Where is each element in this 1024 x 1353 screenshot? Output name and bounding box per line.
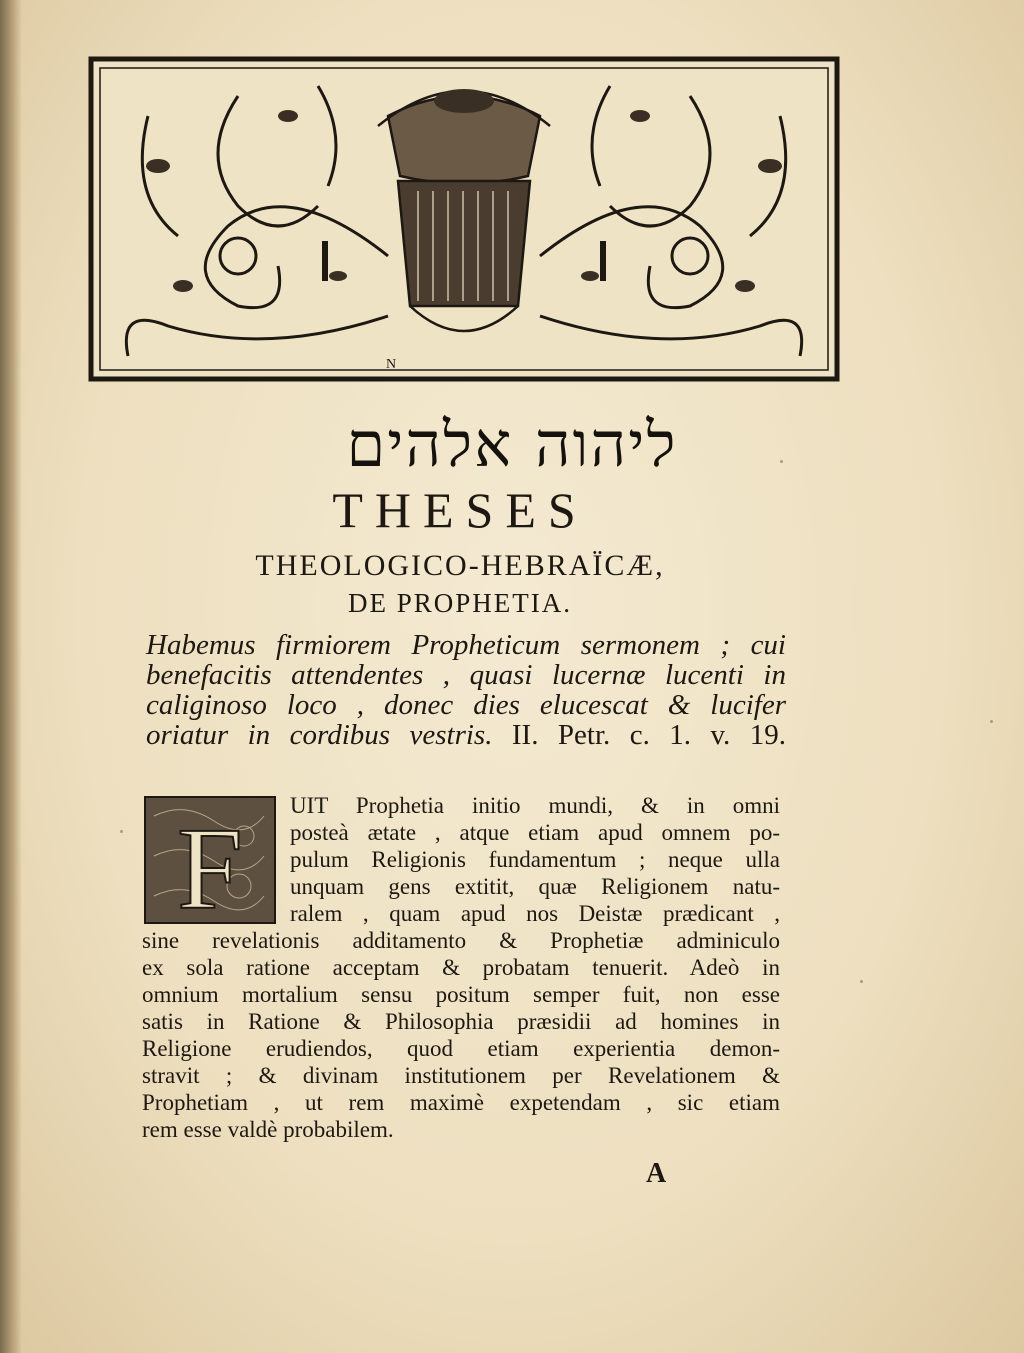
paper-speck <box>120 830 123 833</box>
page-binding-edge <box>0 0 22 1353</box>
epigraph-line: oriatur in cordibus vestris. <box>146 719 493 751</box>
epigraph-line: caliginoso loco , donec dies elucescat & lucifer <box>146 689 786 721</box>
body-line: Religione erudiendos, quod etiam experientia demon- <box>142 1036 780 1061</box>
body-line: sine revelationis additamento & Prophetiæ adminiculo <box>142 928 780 953</box>
body-line: satis in Ratione & Philosophia præsidii ad homines in <box>142 1009 780 1034</box>
body-line: unquam gens extitit, quæ Religionem natu- <box>290 874 780 899</box>
scripture-reference: II. Petr. c. 1. v. 19. <box>511 719 786 751</box>
headpiece-letter: N <box>386 357 397 372</box>
hebrew-inscription: ליהוה אלהים <box>346 408 678 481</box>
body-line: ex sola ratione acceptam & probatam tenuerit. Adeò in <box>142 955 780 980</box>
body-line: Prophetiam , ut rem maximè expetendam , sic etiam <box>142 1090 780 1115</box>
epigraph-line: Habemus firmiorem Propheticum sermonem ; cui <box>146 629 786 661</box>
subtitle-topic: DE PROPHETIA. <box>347 588 572 618</box>
subtitle: THEOLOGICO-HEBRAÏCÆ, <box>255 549 665 582</box>
paper-speck <box>990 720 993 723</box>
body-line: rem esse valdè probabilem. <box>142 1117 394 1142</box>
body-line: ralem , quam apud nos Deistæ prædicant , <box>290 901 780 926</box>
signature-mark: A <box>646 1158 667 1189</box>
epigraph <box>146 630 786 750</box>
ornamental-headpiece <box>88 56 840 382</box>
initial-letter: F <box>177 803 243 924</box>
body-line: stravit ; & divinam institutionem per Revelationem & <box>142 1063 780 1088</box>
page-title: THESES <box>332 482 588 538</box>
paper-speck <box>780 460 783 463</box>
body-line: pulum Religionis fundamentum ; neque ulla <box>290 847 780 872</box>
paper-speck <box>860 980 863 983</box>
body-line: UIT Prophetia initio mundi, & in omni <box>290 793 780 818</box>
body-line: omnium mortalium sensu positum semper fuit, non esse <box>142 982 780 1007</box>
epigraph-line: benefacitis attendentes , quasi lucernæ lucenti in <box>146 659 786 691</box>
epigraph-last-line <box>146 720 786 750</box>
body-line: posteà ætate , atque etiam apud omnem po- <box>290 820 780 845</box>
body-paragraph <box>142 792 780 1143</box>
